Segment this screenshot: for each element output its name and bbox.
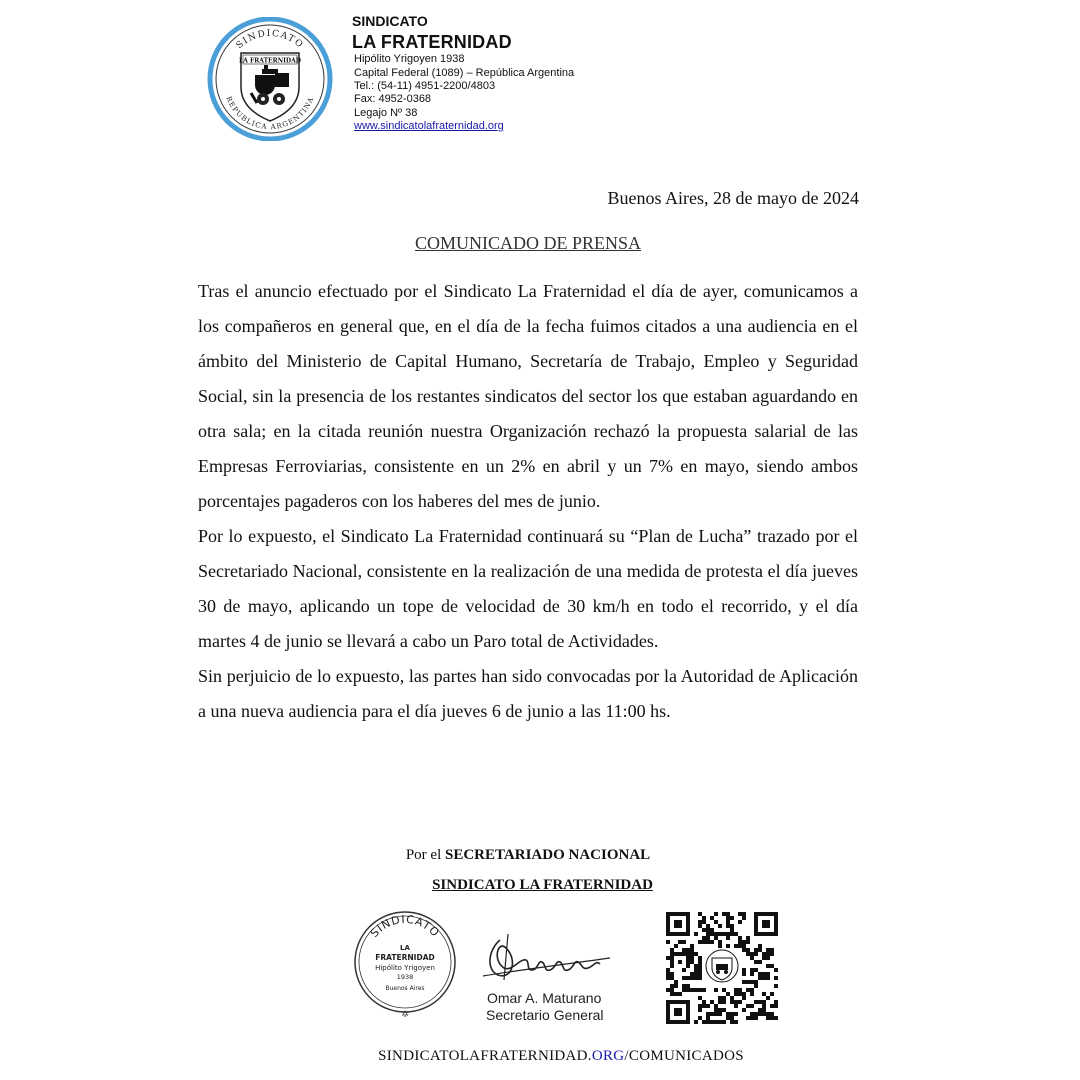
letterhead-telephone: Tel.: (54-11) 4951-2200/4803 [354, 80, 496, 92]
stamp-line-1: SINDICATO [367, 912, 443, 940]
letterhead-address-1: Hipólito Yrigoyen 1938 [354, 53, 465, 65]
qr-code-icon[interactable] [666, 912, 778, 1024]
footer-url-part2: ORG [591, 1048, 625, 1064]
stamp-star-icon: ✲ [401, 1010, 409, 1020]
svg-text:SINDICATO [235, 29, 306, 51]
stamp-line-3: FRATERNIDAD [375, 953, 435, 962]
stamp-line-4: Hipólito Yrigoyen [375, 964, 435, 972]
signature-by-name: SECRETARIADO NACIONAL [445, 847, 651, 863]
footer-url-part3: /COMUNICADOS [624, 1048, 744, 1064]
stamp-line-5: 1938 [396, 973, 414, 981]
document-body [198, 274, 858, 729]
stamp-line-6: Buenos Aires [385, 985, 425, 992]
footer-url-part1: SINDICATOLAFRATERNIDAD. [378, 1048, 592, 1064]
footer-url[interactable] [0, 1048, 1080, 1065]
signature-organization: SINDICATO LA FRATERNIDAD [432, 877, 653, 893]
logo-banner-text: LA FRATERNIDAD [239, 57, 301, 65]
letterhead-org-line1: SINDICATO [352, 13, 428, 29]
signatory-name: Omar A. Maturano [487, 990, 602, 1006]
union-logo [207, 17, 333, 141]
signature-attribution [0, 847, 1056, 864]
handwritten-signature [478, 930, 613, 985]
union-stamp [350, 910, 460, 1020]
body-paragraph-3: Sin perjuicio de lo expuesto, las partes han sido convocadas por la Autoridad de Aplicación a una nueva audiencia para el día jueves 6 de junio a las 11:00 hs. [198, 666, 858, 721]
letterhead-website-link[interactable]: www.sindicatolafraternidad.org [354, 120, 504, 132]
document-title: COMUNICADO DE PRENSA [414, 233, 642, 253]
letterhead-fax: Fax: 4952-0368 [354, 93, 432, 105]
logo-ring-bottom-text: REPUBLICA ARGENTINA [224, 95, 316, 132]
signature-by-prefix: Por el [405, 847, 445, 863]
letterhead-org-line2: LA FRATERNIDAD [352, 32, 512, 52]
body-paragraph-1: Tras el anuncio efectuado por el Sindicato La Fraternidad el día de ayer, comunicamos a los compañeros en general que, en el día de la fecha fuimos citados a una audiencia en el ámbito del Ministerio de Capital Humano, Secretaría de Trabajo, Empleo y Seguridad Social, sin la presencia de los restantes sindicatos del sector los que estaban aguardando en otra sala; en la citada reunión nuestra Organización rechazó la propuesta salarial de las Empresas Ferroviarias, consistente en un 2% en abril y un 7% en mayo, siendo ambos porcentajes pagaderos con los haberes del mes de junio. [198, 281, 858, 511]
signatory-role: Secretario General [486, 1007, 604, 1023]
svg-text:SINDICATO [368, 913, 442, 940]
letterhead-address-2: Capital Federal (1089) – República Argentina [354, 67, 575, 79]
body-paragraph-2: Por lo expuesto, el Sindicato La Fraternidad continuará su “Plan de Lucha” trazado por el Secretariado Nacional, consistente en la realización de una medida de protesta el día jueves 30 de mayo, aplicando un tope de velocidad de 30 km/h en todo el recorrido, y el día martes 4 de junio se llevará a cabo un Paro total de Actividades. [198, 526, 858, 651]
stamp-line-2: LA [400, 944, 410, 952]
letterhead-legajo: Legajo Nº 38 [354, 107, 418, 119]
document-date: Buenos Aires, 28 de mayo de 2024 [607, 188, 859, 208]
logo-ring-top-text: SINDICATO [234, 28, 306, 52]
